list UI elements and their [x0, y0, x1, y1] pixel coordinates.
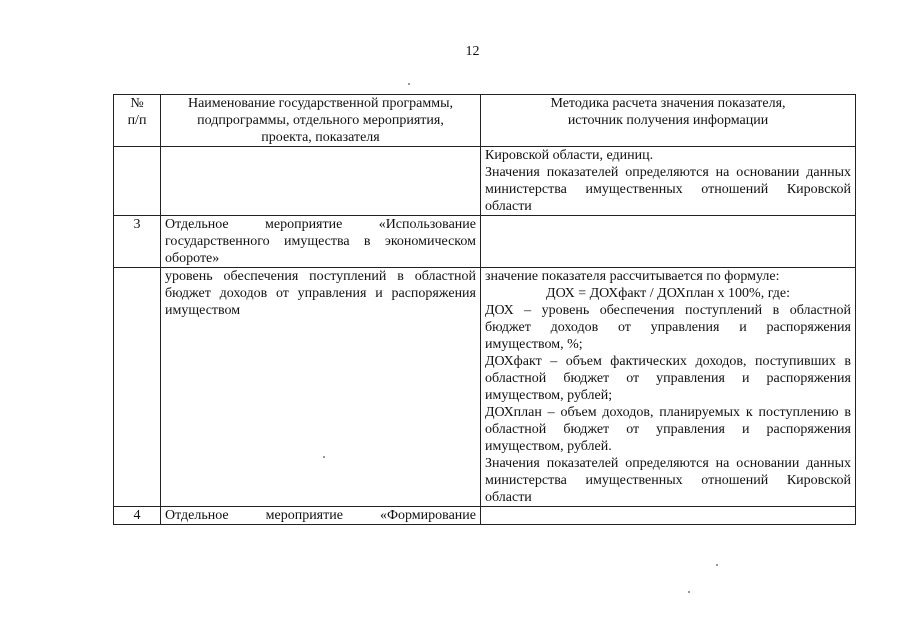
row2-name-cell: Отдельное мероприятие «Использование государственного имущества в экономическом обороте»: [161, 216, 481, 268]
table-row: [114, 268, 856, 507]
header-name-cell: [161, 95, 481, 147]
row1-name-cell: [161, 147, 481, 216]
header-method-line2: источник получения информации: [567, 113, 769, 128]
row4-method-cell: [481, 507, 856, 525]
row3-definition-dox: ДОХ – уровень обеспечения поступлений в областной бюджет доходов от управления и распоряжения имуществом, %;: [485, 303, 851, 352]
row3-intro: значение показателя рассчитывается по формуле:: [485, 269, 780, 284]
page-number: 12: [465, 44, 480, 59]
scan-speck: [688, 591, 690, 593]
row4-name-cell: Отдельное мероприятие «Формирование: [161, 507, 481, 525]
row2-number-cell: 3: [114, 216, 161, 268]
header-name-line3: проекта, показателя: [261, 130, 380, 145]
row4-number-cell: 4: [114, 507, 161, 525]
row3-definition-dox-plan: ДОХплан – объем доходов, планируемых к поступлению в областной бюджет от управления и распоряжения имуществом, рублей.: [485, 405, 851, 454]
row1-method-text: Значения показателей определяются на основании данных министерства имущественных отношений Кировской области: [485, 165, 851, 214]
indicator-methodology-table: [113, 94, 856, 525]
row1-method-cell: [481, 147, 856, 216]
row3-source: Значения показателей определяются на основании данных министерства имущественных отношений Кировской области: [485, 456, 851, 505]
row1-number-cell: [114, 147, 161, 216]
row3-method-cell: [481, 268, 856, 507]
header-number-cell: [114, 95, 161, 147]
row1-method-line1: Кировской области, единиц.: [485, 148, 654, 163]
header-name-line1: Наименование государственной программы,: [187, 96, 454, 111]
row3-formula: ДОХ = ДОХфакт / ДОХплан x 100%, где:: [546, 286, 790, 301]
header-method-line1: Методика расчета значения показателя,: [550, 96, 786, 111]
row3-definition-dox-fact: ДОХфакт – объем фактических доходов, поступивших в областной бюджет от управления и распоряжения имуществом, рублей;: [485, 354, 851, 403]
scan-speck: [408, 83, 410, 85]
table-row: [114, 507, 856, 525]
scan-speck: [323, 456, 325, 458]
table-row: [114, 216, 856, 268]
header-number-line1: №: [130, 96, 144, 111]
table-row: [114, 147, 856, 216]
scan-speck: [716, 564, 718, 566]
header-name-line2: подпрограммы, отдельного мероприятия,: [197, 113, 444, 128]
header-number-line2: п/п: [127, 113, 147, 128]
row3-name-cell: уровень обеспечения поступлений в областной бюджет доходов от управления и распоряжения имуществом: [161, 268, 481, 507]
row3-number-cell: [114, 268, 161, 507]
table-header-row: [114, 95, 856, 147]
header-method-cell: [481, 95, 856, 147]
row2-method-cell: [481, 216, 856, 268]
